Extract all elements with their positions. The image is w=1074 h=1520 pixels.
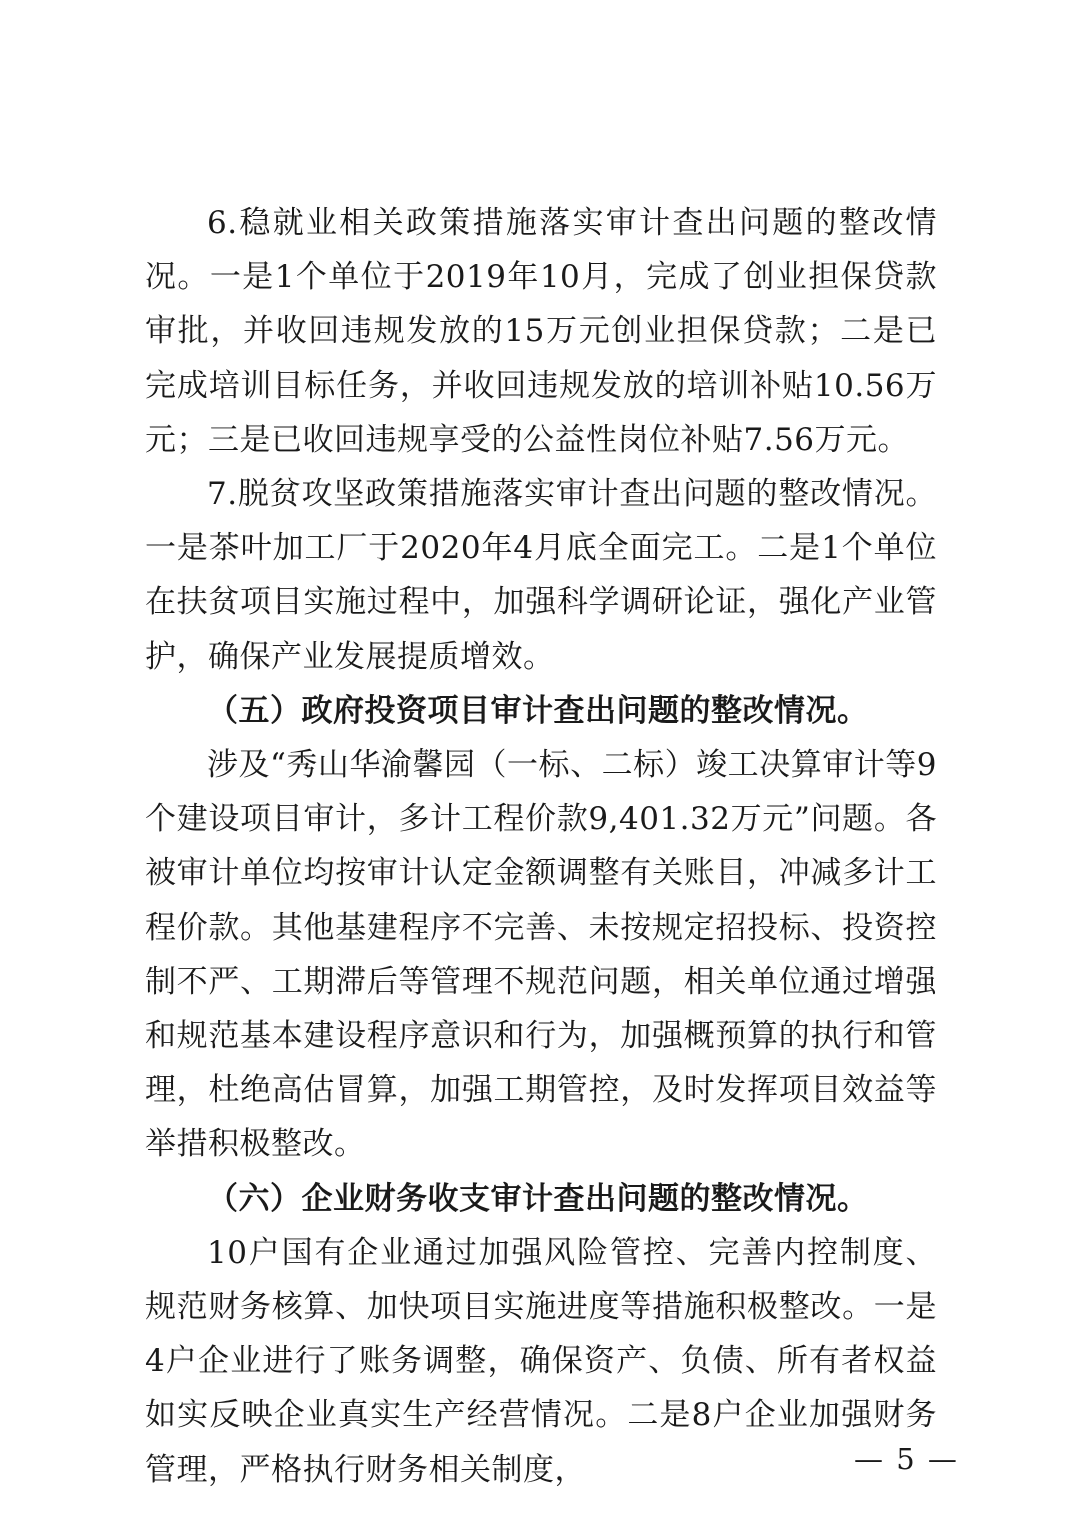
paragraph-employment-policy: 6.稳就业相关政策措施落实审计查出问题的整改情况。一是1个单位于2019年10月，完成了创业担保贷款审批，并收回违规发放的15万元创业担保贷款；二是已完成培训目标任务，并收回违规发放的培训补贴10.56万元；三是已收回违规享受的公益性岗位补贴7.56万元。: [145, 205, 937, 458]
page-number: — 5 —: [854, 1442, 959, 1476]
paragraph-enterprise-finance: 10户国有企业通过加强风险管控、完善内控制度、规范财务核算、加快项目实施进度等措施积极整改。一是4户企业进行了账务调整，确保资产、负债、所有者权益如实反映企业真实生产经营情况。二是8户企业加强财务管理，严格执行财务相关制度，: [145, 1234, 937, 1488]
section-heading-government-investment: （五）政府投资项目审计查出问题的整改情况。: [207, 692, 869, 729]
paragraph-poverty-alleviation: 7.脱贫攻坚政策措施落实审计查出问题的整改情况。一是茶叶加工厂于2020年4月底全面完工。二是1个单位在扶贫项目实施过程中，加强科学调研论证，强化产业管护，确保产业发展提质增效。: [145, 476, 937, 675]
document-page: [145, 196, 937, 1497]
paragraph-government-investment: 涉及“秀山华渝馨园（一标、二标）竣工决算审计等9个建设项目审计，多计工程价款9,401.32万元”问题。各被审计单位均按审计认定金额调整有关账目，冲减多计工程价款。其他基建程序不完善、未按规定招投标、投资控制不严、工期滞后等管理不规范问题，相关单位通过增强和规范基本建设程序意识和行为，加强概预算的执行和管理，杜绝高估冒算，加强工期管控，及时发挥项目效益等举措积极整改。: [145, 747, 937, 1163]
section-heading-enterprise-finance: （六）企业财务收支审计查出问题的整改情况。: [207, 1180, 869, 1217]
